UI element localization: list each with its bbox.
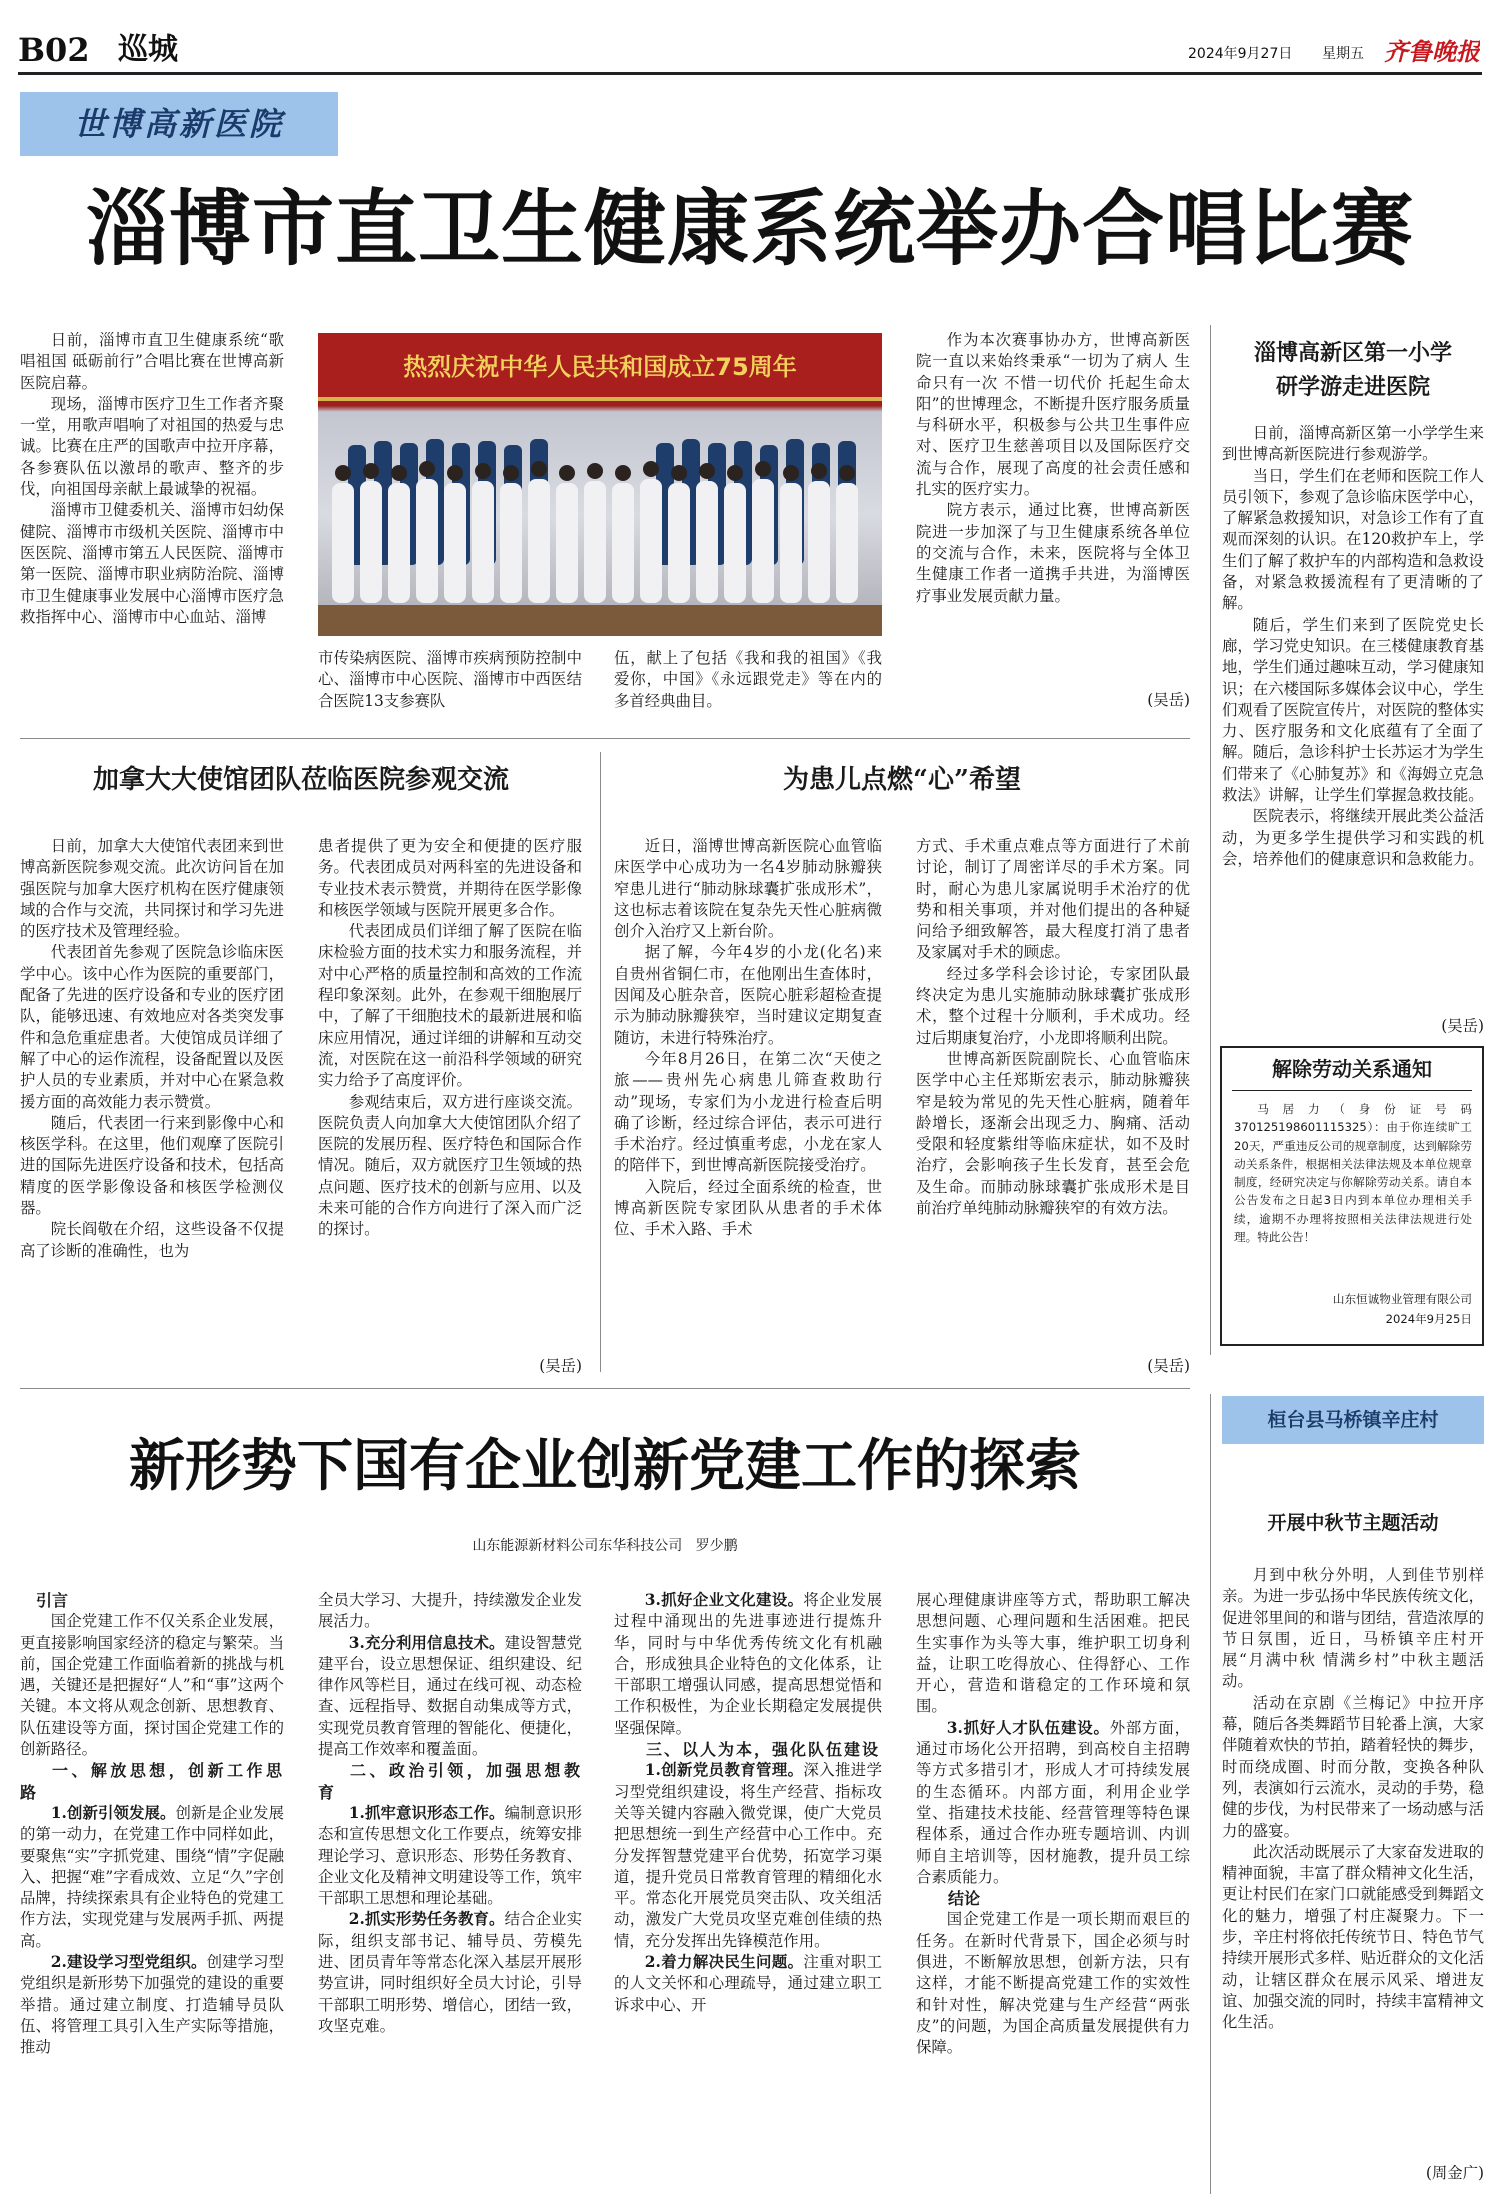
study-p1: 日前，淄博高新区第一小学学生来到世博高新医院进行参观游学。 — [1222, 424, 1484, 464]
choir-p5: 伍，献上了包括《我和我的祖国》《我爱你，中国》《永远跟党走》等在内的多首经典曲目。 — [614, 649, 882, 710]
newspaper-logo: 齐鲁晚报 — [1384, 38, 1480, 66]
study-byline: (吴岳) — [1441, 1017, 1484, 1035]
notice-date: 2024年9月25日 — [1385, 1312, 1472, 1326]
party-intro-label: 引言 — [36, 1591, 69, 1610]
choir-col3 — [916, 330, 1190, 714]
party-s3-para — [318, 1633, 582, 1761]
party-c4-p1: 国企党建工作是一项长期而艰巨的任务。在新时代背景下，国企必须与时俱进，不断解放思想，创新方法，只有这样，才能不断提高党建工作的实效性和针对性，解决党建与生产经营“两张皮”的问题，为国企高质量发展提供有力保障。 — [916, 1910, 1190, 2057]
choir-p2: 现场，淄博市医疗卫生工作者齐聚一堂，用歌声唱响了对祖国的热爱与忠诚。比赛在庄严的国歌声中拉开序幕，各参赛队伍以激昂的歌声、整齐的步伐，向祖国母亲献上最诚挚的祝福。 — [20, 394, 284, 499]
choir-col1 — [20, 330, 284, 710]
notice-box — [1220, 1046, 1484, 1346]
photo-banner: 热烈庆祝中华人民共和国成立75周年 — [403, 353, 797, 381]
party-s5: 2.抓实形势任务教育。 — [348, 1910, 505, 1929]
party-s5-para — [318, 1909, 582, 2037]
party-s5-text: 结合企业实际，组织支部书记、辅导员、劳模先进、团员青年等常态化深入基层开展形势宣讲，同时组织好全员大讨论，引导干部职工明形势、增信心，团结一致，攻坚克难。 — [318, 1910, 582, 2035]
party-c2-p0: 全员大学习、大提升，持续激发企业发展活力。 — [318, 1591, 582, 1631]
party-s2: 2.建设学习型党组织。 — [50, 1953, 207, 1972]
party-h1: 一、解放思想，创新工作思路 — [20, 1761, 284, 1802]
party-s2-para — [20, 1952, 284, 2058]
rule-right-column — [1210, 325, 1211, 1355]
party-s6-text: 将企业发展过程中涌现出的先进事迹进行提炼升华，同时与中华优秀传统文化有机融合，形成独具企业特色的文化体系，让干部职工增强认同感，提高思想觉悟和工作积极性，为企业长期稳定发展提供坚强保障。 — [614, 1591, 882, 1737]
rule-mid — [600, 752, 601, 1372]
canada-col2 — [318, 836, 582, 1378]
canada-p7: 参观结束后，双方进行座谈交流。医院负责人向加拿大大使馆团队介绍了医院的发展历程、医疗特色和国际合作情况。随后，双方就医疗卫生领域的热点问题、医疗技术的创新与应用、以及未来可能的合作方向进行了深入而广泛的探讨。 — [318, 1092, 582, 1239]
canada-p3: 随后，代表团一行来到影像中心和核医学科。在这里，他们观摩了医院引进的国际先进医疗设备和技术，包括高精度的医学影像设备和核医学检测仪器。 — [20, 1113, 284, 1218]
village-title: 开展中秋节主题活动 — [1267, 1512, 1439, 1534]
party-h4: 结论 — [948, 1889, 981, 1909]
party-s9-text: 外部方面，通过市场化公开招聘，到高校自主招聘等方式多措引才，形成人才可持续发展的生态循环。内部方面，利用企业学堂、指建技术技能、经营管理等特色课程体系，通过合作办班专题培训、内训师自主培训等，因材施教，提升员工综合素质能力。 — [916, 1718, 1190, 1886]
party-s1-para — [20, 1803, 284, 1952]
study-body — [1222, 423, 1484, 1038]
notice-body: 马居力（身份证号码370125198601115325）：由于你连续旷工20天，严重违反公司的规章制度，达到解除劳动关系条件，根据相关法律法规及本单位规章制度，经研究决定与你解除劳动关系。请自本公告发布之日起3日内到本单位办理相关手续，逾期不办理将按照相关法律法规进行处理。特此公告！ — [1234, 1102, 1472, 1245]
party-s1: 1.创新引领发展。 — [50, 1803, 176, 1822]
party-s3: 3.充分利用信息技术。 — [348, 1633, 505, 1652]
choir-photo — [318, 333, 882, 636]
heart-p7: 世博高新医院副院长、心血管临床医学中心主任郑斯宏表示，肺动脉瓣狭窄是较为常见的先天性心脏病，随着年龄增长，逐渐会出现乏力、胸痛、活动受限和轻度紫绀等临床症状，如不及时治疗，会影响孩子生长发育，甚至会危及生命。而肺动脉球囊扩张成形术是目前治疗单纯肺动脉瓣狭窄的有效方法。 — [916, 1049, 1190, 1218]
village-body — [1222, 1565, 1484, 2185]
village-p3: 此次活动既展示了大家奋发进取的精神面貌，丰富了群众精神文化生活，更让村民们在家门口就能感受到舞蹈文化的魅力，增强了村庄凝聚力。下一步，辛庄村将依托传统节日、特色节气持续开展形式多样、贴近群众的文化活动，让辖区群众在展示风采、增进友谊、加强交流的同时，持续丰富精神文化生活。 — [1222, 1842, 1484, 2032]
notice-title: 解除劳动关系通知 — [1272, 1057, 1432, 1081]
heart-p6: 经过多学科会诊讨论，专家团队最终决定为患儿实施肺动脉球囊扩张成形术，整个过程十分顺利，手术成功。经过后期康复治疗，小龙即将顺利出院。 — [916, 964, 1190, 1047]
choir-p6: 作为本次赛事协办方，世博高新医院一直以来始终秉承“一切为了病人 生命只有一次 不惜一切代价 托起生命太阳”的世博理念，不断提升医疗服务质量与科研水平，积极参与公共卫生事件应对、医疗卫生慈善项目以及国际医疗交流与合作，展现了高度的社会责任感和扎实的医疗实力。 — [916, 331, 1190, 499]
village-tag — [1222, 1396, 1484, 1444]
party-s4-para — [318, 1803, 582, 1909]
notice-title-rule — [1232, 1090, 1472, 1091]
choir-p1: 日前，淄博市直卫生健康系统“歌唱祖国 砥砺前行”合唱比赛在世博高新医院启幕。 — [20, 331, 284, 392]
party-s9-para — [916, 1718, 1190, 1888]
heart-col2 — [916, 836, 1190, 1378]
party-headline: 新形势下国有企业创新党建工作的探索 — [129, 1433, 1081, 1499]
hospital-tag-text: 世博高新医院 — [73, 105, 284, 143]
party-s4-text: 编制意识形态和宣传思想文化工作要点，统筹安排理论学习、意识形态、形势任务教育、企业文化及精神文明建设等工作，筑牢干部职工思想和理论基础。 — [318, 1803, 582, 1908]
party-h3: 三、以人为本，强化队伍建设 — [646, 1740, 881, 1760]
choir-byline: (吴岳) — [1147, 691, 1190, 709]
rule-right-bottom — [1210, 1394, 1211, 2194]
header-rule — [18, 72, 1482, 75]
heart-title: 为患儿点燃“心”希望 — [783, 765, 1021, 795]
study-p2: 当日，学生们在老师和医院工作人员引领下，参观了急诊临床医学中心，了解紧急救援知识，对急诊工作有了直观而深刻的认识。在120救护车上，学生们了解了救护车的内部构造和急救设备，对紧急救援流程有了更清晰的了解。 — [1222, 466, 1484, 613]
canada-p1: 日前，加拿大大使馆代表团来到世博高新医院参观交流。此次访问旨在加强医院与加拿大医疗机构在医疗健康领域的合作与交流，共同探讨和学习先进的医疗技术及管理经验。 — [20, 837, 284, 941]
page-number: B02 — [18, 31, 90, 69]
party-s8-para — [614, 1952, 882, 2016]
rule-above-party — [20, 1388, 1190, 1389]
party-s8: 2.着力解决民生问题。 — [644, 1953, 804, 1972]
village-tag-text: 桓台县马桥镇辛庄村 — [1267, 1409, 1439, 1431]
heart-col1 — [614, 836, 882, 1378]
rule-under-choir — [20, 738, 1190, 739]
canada-byline: (吴岳) — [539, 1357, 582, 1375]
choir-p7: 院方表示，通过比赛，世博高新医院进一步加深了与卫生健康系统各单位的交流与合作，未来，医院将与全体卫生健康工作者一道携手共进，为淄博医疗事业发展贡献力量。 — [916, 501, 1190, 605]
party-author: 山东能源新材料公司东华科技公司 罗少鹏 — [472, 1538, 738, 1554]
party-s7: 1.创新党员教育管理。 — [644, 1761, 804, 1780]
page-header — [0, 0, 1500, 78]
heart-p3: 今年8月26日，在第二次“天使之旅——贵州先心病患儿筛查救助行动”现场，专家们为小龙进行检查后明确了诊断，经过综合评估，表示可进行手术治疗。经过慎重考虑，小龙在家人的陪伴下，到世博高新医院接受治疗。 — [614, 1049, 882, 1175]
party-s8-text: 注重对职工的人文关怀和心理疏导，通过建立职工诉求中心、开 — [614, 1953, 882, 2014]
canada-p5: 患者提供了更为安全和便捷的医疗服务。代表团成员对两科室的先进设备和专业技术表示赞赏，并期待在医学影像和核医学领域与医院开展更多合作。 — [318, 837, 582, 919]
party-intro: 国企党建工作不仅关系企业发展，更直接影响国家经济的稳定与繁荣。当前，国企党建工作面临着新的挑战与机遇，关键还是把握好“人”和“事”这两个关键。本文将从观念创新、思想教育、队伍建设等方面，探讨国企党建工作的创新路径。 — [20, 1612, 284, 1759]
party-col4 — [916, 1590, 1190, 2190]
heart-p2: 据了解，今年4岁的小龙(化名)来自贵州省铜仁市，在他刚出生查体时，因闻及心脏杂音，医院心脏彩超检查提示为肺动脉瓣狭窄，当时建议定期复查随访，未进行特殊治疗。 — [614, 943, 882, 1047]
hospital-tag — [20, 92, 338, 156]
party-s7-para — [614, 1760, 882, 1952]
canada-p6: 代表团成员们详细了解了医院在临床检验方面的技术实力和服务流程，并对中心严格的质量控制和高效的工作流程印象深刻。此外，在参观干细胞展厅中，了解了干细胞技术的最新进展和临床应用情况，通过详细的讲解和互动交流，对医院在这一前沿科学领域的研究实力给予了高度评价。 — [318, 922, 582, 1090]
study-title-2: 研学游走进医院 — [1275, 374, 1430, 400]
party-s4: 1.抓牢意识形态工作。 — [348, 1803, 505, 1822]
heart-p5: 方式、手术重点难点等方面进行了术前讨论，制订了周密详尽的手术方案。同时，耐心为患儿家属说明手术治疗的优势和相关事项，并对他们提出的各种疑问给予细致解答，最大程度打消了患者及家属对手术的顾虑。 — [916, 837, 1190, 962]
party-s6: 3.抓好企业文化建设。 — [644, 1591, 804, 1609]
party-s3-text: 建设智慧党建平台，设立思想保证、组织建设、纪律作风等栏目，通过在线可视、动态检查、远程指导、数据自动集成等方式，实现党员教育管理的智能化、便捷化，提高工作效率和覆盖面。 — [318, 1633, 582, 1759]
party-col3 — [614, 1590, 882, 2190]
party-s6-para — [614, 1590, 882, 1739]
canada-p2: 代表团首先参观了医院急诊临床医学中心。该中心作为医院的重要部门，配备了先进的医疗设备和专业的医疗团队，能够迅速、有效地应对各类突发事件和急危重症患者。大使馆成员详细了解了中心的运作流程，设备配置以及医护人员的专业素质，并对中心在紧急救援方面的高效能力表示赞赏。 — [20, 943, 284, 1111]
party-h2: 二、政治引领，加强思想教育 — [318, 1761, 582, 1802]
choir-p4: 市传染病医院、淄博市疾病预防控制中心、淄博市中心医院、淄博市中西医结合医院13支参赛队 — [318, 649, 582, 710]
party-s9: 3.抓好人才队伍建设。 — [946, 1718, 1110, 1737]
heart-p4: 入院后，经过全面系统的检查，世博高新医院专家团队从患者的手术体位、手术入路、手术 — [614, 1177, 882, 1239]
choir-p3: 淄博市卫健委机关、淄博市妇幼保健院、淄博市市级机关医院、淄博市中医医院、淄博市第五人民医院、淄博市第一医院、淄博市职业病防治院、淄博市卫生健康事业发展中心淄博市医疗急救指挥中心、淄博市中心血站、淄博 — [20, 501, 284, 626]
party-col1 — [20, 1590, 284, 2190]
section-name: 巡城 — [118, 32, 178, 67]
party-col2 — [318, 1590, 582, 2190]
issue-weekday: 星期五 — [1322, 46, 1364, 62]
party-s2-text: 创建学习型党组织是新形势下加强党的建设的重要举措。通过建立制度、打造辅导员队伍、将管理工具引入生产实际等措施，推动 — [20, 1953, 284, 2057]
party-s1-text: 创新是企业发展的第一动力，在党建工作中同样如此，要聚焦“实”字抓党建、围绕“情”字促融入、把握“难”字看成效、立足“久”字创品牌，持续探索具有企业特色的党建工作方法，实现党建与发展两手抓、两提高。 — [20, 1803, 284, 1950]
party-c4-p0: 展心理健康讲座等方式，帮助职工解决思想问题、心理问题和生活困难。把民生实事作为头等大事，维护职工切身利益，让职工吃得放心、住得舒心、工作开心，营造和谐稳定的工作环境和氛围。 — [916, 1591, 1190, 1716]
party-s7-text: 深入推进学习型党组织建设，将生产经营、指标攻关等关键内容融入微党课，使广大党员把思想统一到生产经营中心工作中。充分发挥智慧党建平台优势，拓宽学习渠道，提升党员日常教育管理的精细化水平。常态化开展党员突击队、攻关组活动，激发广大党员攻坚克难创佳绩的热情，充分发挥出先锋模范作用。 — [614, 1761, 882, 1950]
study-p3: 随后，学生们来到了医院党史长廊，学习党史知识。在三楼健康教育基地，学生们通过趣味互动，学习健康知识；在六楼国际多媒体会议中心，学生们观看了医院宣传片，对医院的整体实力、医疗服务和文化底蕴有了全面了解。随后，急诊科护士长苏运才为学生们带来了《心肺复苏》和《海姆立克急救法》讲解，让学生们掌握急救技能。 — [1222, 615, 1484, 805]
main-headline: 淄博市直卫生健康系统举办合唱比赛 — [85, 181, 1414, 277]
study-title-1: 淄博高新区第一小学 — [1253, 340, 1452, 366]
village-byline: (周金广) — [1425, 2164, 1484, 2182]
notice-sign: 山东恒诚物业管理有限公司 — [1332, 1292, 1472, 1306]
canada-p4: 院长阎敬在介绍，这些设备不仅提高了诊断的准确性，也为 — [20, 1220, 284, 1260]
village-p1: 月到中秋分外明，人到佳节别样亲。为进一步弘扬中华民族传统文化，促进邻里间的和谐与团结，营造浓厚的节日氛围，近日，马桥镇辛庄村开展“月满中秋 情满乡村”中秋主题活动。 — [1222, 1566, 1484, 1691]
canada-title: 加拿大大使馆团队莅临医院参观交流 — [92, 765, 509, 795]
heart-byline: (吴岳) — [1147, 1357, 1190, 1375]
heart-p1: 近日，淄博世博高新医院心血管临床医学中心成功为一名4岁肺动脉瓣狭窄患儿进行“肺动脉球囊扩张成形术”，这也标志着该院在复杂先天性心脏病微创介入治疗又上新台阶。 — [614, 837, 882, 941]
canada-col1 — [20, 836, 284, 1378]
choir-col2b — [614, 648, 882, 712]
village-p2: 活动在京剧《兰梅记》中拉开序幕，随后各类舞蹈节目轮番上演，大家伴随着欢快的节拍，踏着轻快的舞步，时而绕成圈、时而分散，变换各种队列，表演如行云流水，灵动的手势，稳健的步伐，为村民带来了一场动感与活力的盛宴。 — [1222, 1693, 1484, 1840]
study-p4: 医院表示，将继续开展此类公益活动，为更多学生提供学习和实践的机会，培养他们的健康意识和急救能力。 — [1222, 807, 1484, 868]
choir-col2a — [318, 648, 582, 712]
issue-date: 2024年9月27日 — [1188, 46, 1293, 62]
